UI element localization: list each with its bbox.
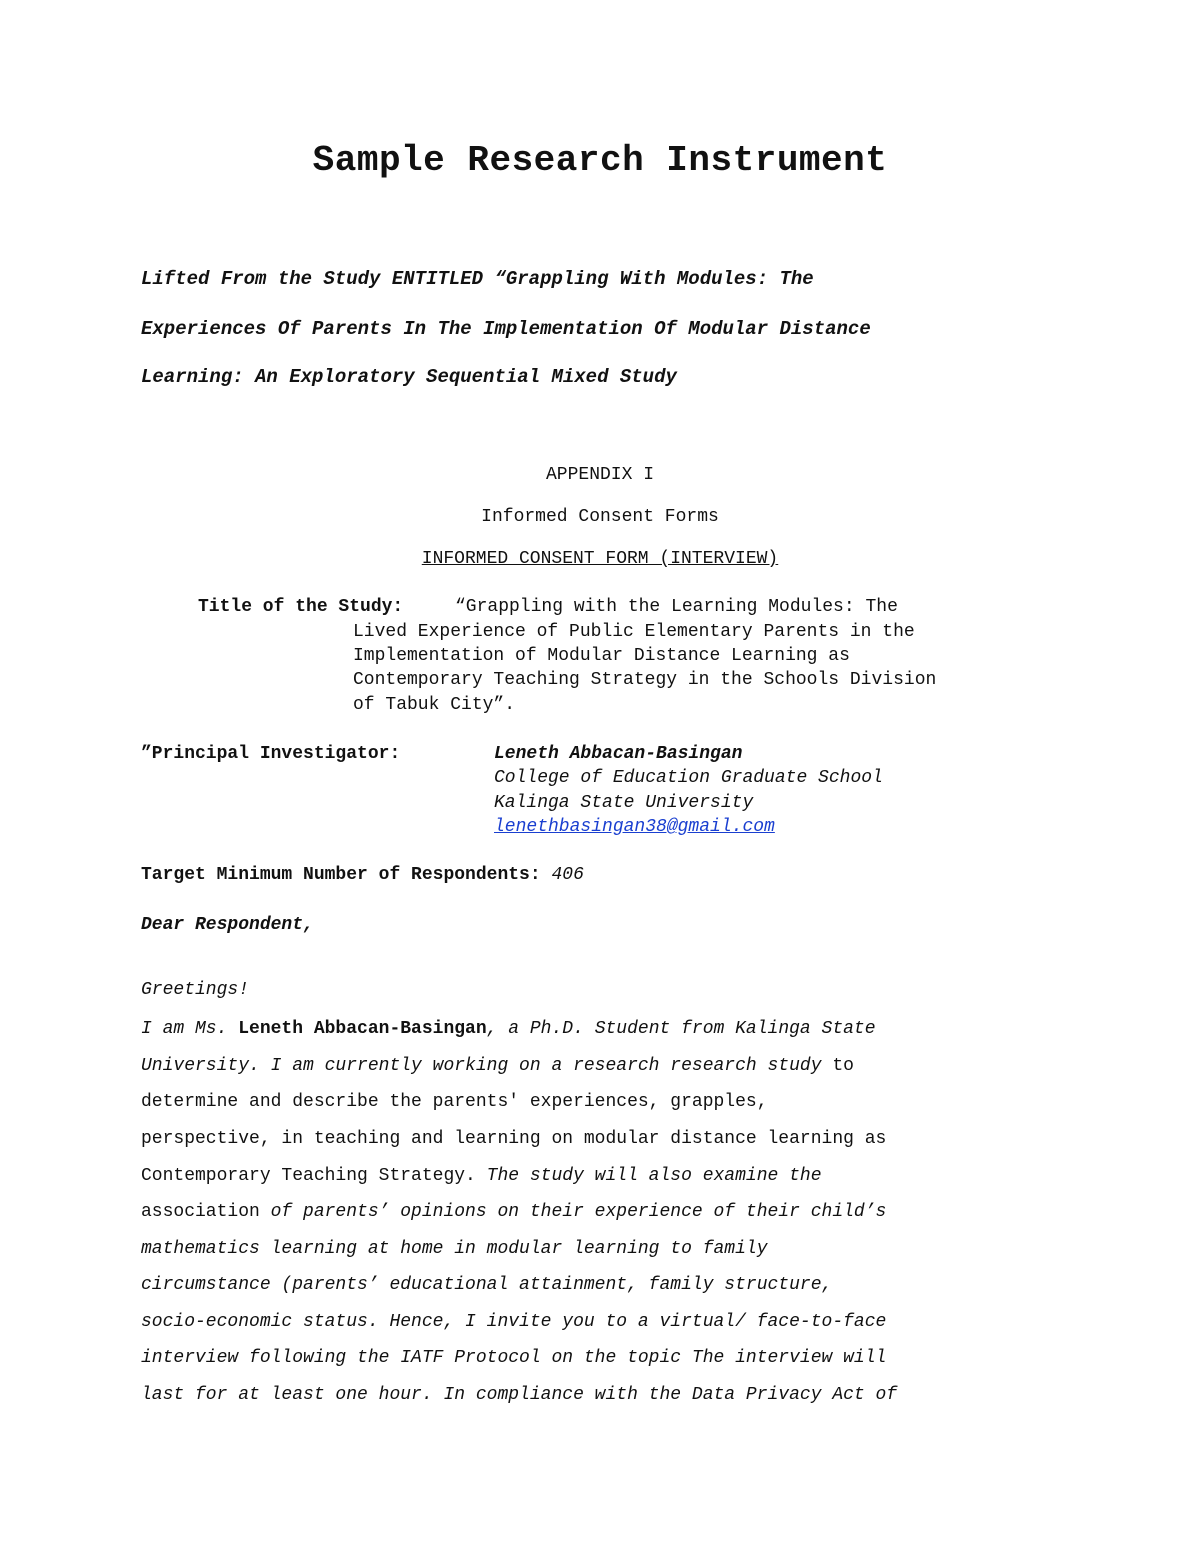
document-title: Sample Research Instrument — [312, 140, 888, 181]
appendix-heading: APPENDIX I — [545, 465, 655, 485]
letter-line-10: interview following the IATF Protocol on the topic The interview will — [141, 1348, 887, 1368]
letter-line-8: circumstance (parents’ educational attainment, family structure, — [141, 1275, 833, 1295]
investigator-label: ”Principal Investigator: — [141, 744, 401, 764]
investigator-email-link[interactable]: lenethbasingan38@gmail.com — [494, 817, 775, 837]
lifted-line-3: Learning: An Exploratory Sequential Mixed Study — [141, 366, 677, 388]
form-title — [0, 549, 1200, 569]
letter-line-3: determine and describe the parents' experiences, grapples, — [141, 1092, 768, 1112]
letter-l1-name: Leneth Abbacan-Basingan — [238, 1019, 487, 1039]
target-respondents — [141, 865, 584, 885]
letter-l5-b: The study will also examine the — [486, 1166, 822, 1186]
letter-line-2 — [141, 1056, 854, 1076]
study-title-line-4: Contemporary Teaching Strategy in the Schools Division — [353, 670, 937, 690]
letter-l2-b: to — [832, 1056, 854, 1076]
form-title-text: INFORMED CONSENT FORM (INTERVIEW) — [421, 549, 779, 569]
study-title-label: Title of the Study: — [198, 597, 404, 617]
target-label: Target Minimum Number of Respondents: — [141, 865, 541, 885]
study-title-line-3: Implementation of Modular Distance Learning as — [353, 646, 850, 666]
letter-line-4: perspective, in teaching and learning on modular distance learning as — [141, 1129, 887, 1149]
target-value: 406 — [551, 865, 584, 885]
study-title-line-1: “Grappling with the Learning Modules: The — [455, 597, 898, 617]
greeting: Greetings! — [141, 980, 250, 1000]
letter-line-11: last for at least one hour. In compliance with the Data Privacy Act of — [141, 1385, 898, 1405]
letter-l6-a: association — [141, 1202, 271, 1222]
letter-line-9: socio-economic status. Hence, I invite you to a virtual/ face-to-face — [141, 1312, 887, 1332]
letter-line-1 — [141, 1019, 876, 1039]
letter-line-5 — [141, 1166, 822, 1186]
forms-heading: Informed Consent Forms — [481, 507, 719, 527]
salutation: Dear Respondent, — [141, 915, 314, 935]
letter-line-7: mathematics learning at home in modular learning to family — [141, 1239, 768, 1259]
letter-l1-a: I am Ms. — [141, 1019, 239, 1039]
letter-l2-a: University. I am currently working on a research research study — [141, 1056, 833, 1076]
letter-l1-c: , a Ph.D. Student from Kalinga State — [486, 1019, 876, 1039]
letter-line-6 — [141, 1202, 886, 1222]
investigator-name: Leneth Abbacan-Basingan — [494, 744, 743, 764]
letter-l5-a: Contemporary Teaching Strategy. — [141, 1166, 487, 1186]
study-title-line-2: Lived Experience of Public Elementary Parents in the — [353, 622, 915, 642]
lifted-line-1: Lifted From the Study ENTITLED “Grappling With Modules: The — [141, 268, 814, 290]
letter-l6-b: of parents’ opinions on their experience of their child’s — [270, 1202, 887, 1222]
investigator-college: College of Education Graduate School — [494, 768, 883, 788]
investigator-university: Kalinga State University — [494, 793, 754, 813]
study-title-line-5: of Tabuk City”. — [353, 695, 516, 715]
lifted-line-2: Experiences Of Parents In The Implementation Of Modular Distance — [141, 318, 871, 340]
